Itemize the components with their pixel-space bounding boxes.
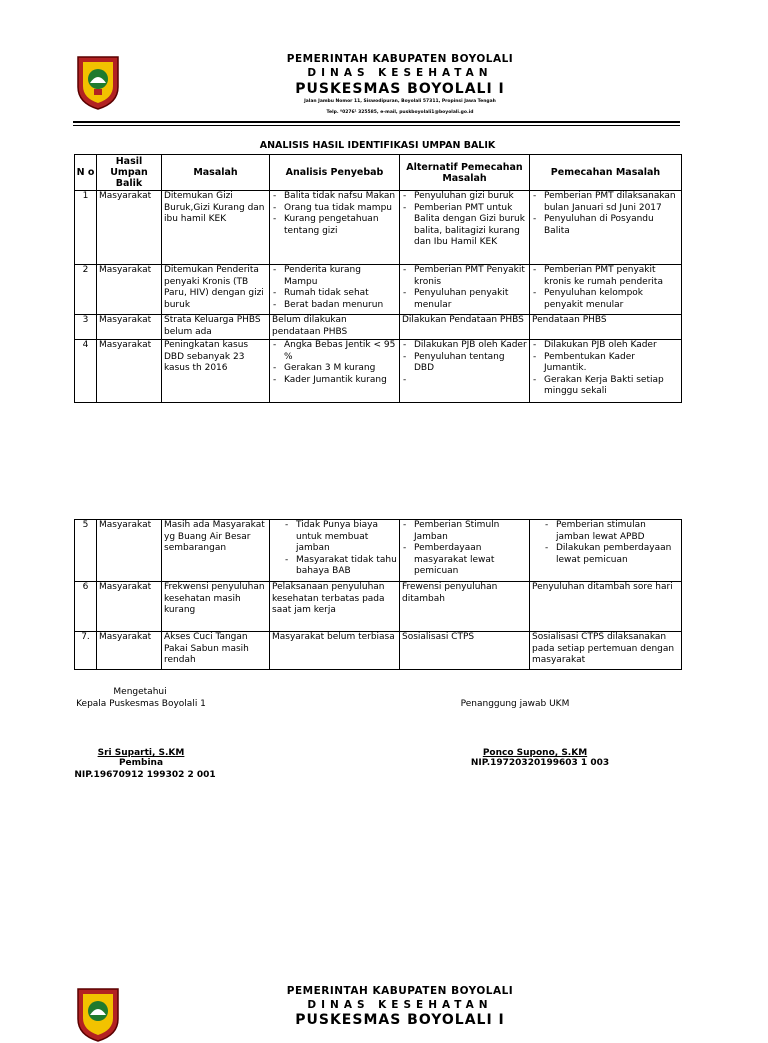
- row-source: Masyarakat: [97, 582, 162, 632]
- row-source: Masyarakat: [97, 340, 162, 403]
- row-no: 3: [75, 315, 97, 340]
- table-row: [75, 191, 682, 265]
- header-government-line: PEMERINTAH KABUPATEN BOYOLALI: [286, 985, 514, 997]
- row-no: 6: [75, 582, 97, 632]
- list-item: - Gerakan 3 M kurang: [272, 363, 397, 375]
- row-solution: Penyuluhan ditambah sore hari: [530, 582, 682, 632]
- row-no: 4: [75, 340, 97, 403]
- list-item: - Dilakukan pemberdayaan lewat pemicuan: [544, 543, 679, 566]
- header-contact: Telp. ⁰0276¹ 325585, e-mail, puskboyolali1@boyolali.go.id: [326, 110, 474, 115]
- feedback-analysis-table: [74, 154, 682, 403]
- row-alternative: Sosialisasi CTPS: [400, 632, 530, 670]
- table-row: [75, 520, 682, 582]
- list-item: - Pemberian PMT untuk Balita dengan Gizi buruk balita, balitagizi kurang dan Ibu Hamil KEK: [402, 203, 527, 249]
- table-header-row: [75, 155, 682, 191]
- boyolali-emblem-icon: [74, 985, 122, 1043]
- header-puskesmas-name: PUSKESMAS BOYOLALI I: [295, 1012, 505, 1028]
- sig-left-nip: NIP.19670912 199302 2 001: [74, 770, 216, 780]
- table-row: [75, 582, 682, 632]
- list-item: - Balita tidak nafsu Makan: [272, 191, 397, 203]
- sig-right-name: Ponco Supono, S.KM: [482, 748, 588, 758]
- row-alternatives: [400, 340, 530, 403]
- row-solutions: [530, 265, 682, 315]
- row-solution: Pendataan PHBS: [530, 315, 682, 340]
- list-item: - Masyarakat tidak tahu bahaya BAB: [284, 555, 397, 578]
- sig-right-role: Penanggung jawab UKM: [460, 699, 570, 709]
- list-item: - Pemberian PMT Penyakit kronis: [402, 265, 527, 288]
- row-solutions: [530, 340, 682, 403]
- sig-left-rank: Pembina: [118, 758, 164, 768]
- row-source: Masyarakat: [97, 191, 162, 265]
- sig-left-intro: Mengetahui: [113, 687, 167, 697]
- feedback-analysis-table-continued: [74, 519, 682, 670]
- boyolali-emblem-icon: [74, 53, 122, 111]
- list-item: - Orang tua tidak mampu: [272, 203, 397, 215]
- row-problem: Masih ada Masyarakat yg Buang Air Besar sembarangan: [162, 520, 270, 582]
- row-problem: Frekwensi penyuluhan kesehatan masih kurang: [162, 582, 270, 632]
- table-row: [75, 632, 682, 670]
- sig-left-role: Kepala Puskesmas Boyolali 1: [76, 699, 206, 709]
- row-cause: Pelaksanaan penyuluhan kesehatan terbatas pada saat jam kerja: [270, 582, 400, 632]
- header-address: Jalan Jambu Nomor 11, Siswodipuran, Boyolali 57311, Propinsi Jawa Tengah: [304, 99, 496, 104]
- row-no: 7.: [75, 632, 97, 670]
- header-divider-thin: [73, 125, 680, 126]
- row-no: 2: [75, 265, 97, 315]
- row-problem: Akses Cuci Tangan Pakai Sabun masih rendah: [162, 632, 270, 670]
- header-agency-line: DINAS KESEHATAN: [307, 999, 493, 1011]
- table-row: [75, 340, 682, 403]
- list-item: - Penyuluhan di Posyandu Balita: [532, 214, 679, 237]
- list-item: - Pemberian PMT penyakit kronis ke rumah penderita: [532, 265, 679, 288]
- row-causes: [270, 340, 400, 403]
- list-item: - Angka Bebas Jentik < 95 %: [272, 340, 397, 363]
- col-header-problem: Masalah: [162, 155, 270, 191]
- row-problem: Peningkatan kasus DBD sebanyak 23 kasus th 2016: [162, 340, 270, 403]
- header-puskesmas-name: PUSKESMAS BOYOLALI I: [295, 81, 505, 97]
- table-row: [75, 265, 682, 315]
- row-no: 1: [75, 191, 97, 265]
- row-causes: [270, 265, 400, 315]
- list-item: - Rumah tidak sehat: [272, 288, 397, 300]
- row-source: Masyarakat: [97, 315, 162, 340]
- list-item: - Penyuluhan tentang DBD: [402, 352, 527, 375]
- list-item: - Penyuluhan penyakit menular: [402, 288, 527, 311]
- row-cause: Masyarakat belum terbiasa: [270, 632, 400, 670]
- sig-right-nip: NIP.19720320199603 1 003: [470, 758, 610, 768]
- table-row: [75, 315, 682, 340]
- row-alternatives: [400, 520, 530, 582]
- col-header-source: Hasil Umpan Balik: [97, 155, 162, 191]
- row-alternative: Frewensi penyuluhan ditambah: [400, 582, 530, 632]
- list-item: - Penderita kurang Mampu: [272, 265, 397, 288]
- list-item: - Pemberdayaan masyarakat lewat pemicuan: [402, 543, 527, 578]
- row-source: Masyarakat: [97, 632, 162, 670]
- header-government-line: PEMERINTAH KABUPATEN BOYOLALI: [286, 53, 514, 65]
- row-alternatives: [400, 191, 530, 265]
- col-header-cause: Analisis Penyebab: [270, 155, 400, 191]
- header-divider: [73, 121, 680, 123]
- list-item: - Pemberian PMT dilaksanakan bulan Januari sd Juni 2017: [532, 191, 679, 214]
- row-problem: Ditemukan Penderita penyaki Kronis (TB Paru, HIV) dengan gizi buruk: [162, 265, 270, 315]
- row-solutions: [530, 191, 682, 265]
- col-header-no: N o: [75, 155, 97, 191]
- row-solution: Sosialisasi CTPS dilaksanakan pada setiap pertemuan dengan masyarakat: [530, 632, 682, 670]
- col-header-alternative: Alternatif Pemecahan Masalah: [400, 155, 530, 191]
- list-item: - Penyuluhan gizi buruk: [402, 191, 527, 203]
- list-item: - Berat badan menurun: [272, 300, 397, 312]
- list-item: - Dilakukan PJB oleh Kader: [532, 340, 679, 352]
- row-causes: [270, 520, 400, 582]
- row-problem: Ditemukan Gizi Buruk,Gizi Kurang dan ibu hamil KEK: [162, 191, 270, 265]
- row-alternative: Dilakukan Pendataan PHBS: [400, 315, 530, 340]
- row-problem: Strata Keluarga PHBS belum ada: [162, 315, 270, 340]
- list-item: - Kurang pengetahuan tentang gizi: [272, 214, 397, 237]
- list-item: - Pembentukan Kader Jumantik.: [532, 352, 679, 375]
- row-cause: Belum dilakukan pendataan PHBS: [270, 315, 400, 340]
- list-item: - Gerakan Kerja Bakti setiap minggu sekali: [532, 375, 679, 398]
- row-no: 5: [75, 520, 97, 582]
- list-item: - Pemberian Stimuln Jamban: [402, 520, 527, 543]
- list-item: - Penyuluhan kelompok penyakit menular: [532, 288, 679, 311]
- row-source: Masyarakat: [97, 265, 162, 315]
- col-header-solution: Pemecahan Masalah: [530, 155, 682, 191]
- row-alternatives: [400, 265, 530, 315]
- list-item: - Tidak Punya biaya untuk membuat jamban: [284, 520, 397, 555]
- row-causes: [270, 191, 400, 265]
- document-title: ANALISIS HASIL IDENTIFIKASI UMPAN BALIK: [259, 140, 496, 151]
- list-item: - Kader Jumantik kurang: [272, 375, 397, 387]
- list-item: - Dilakukan PJB oleh Kader: [402, 340, 527, 352]
- header-agency-line: DINAS KESEHATAN: [307, 67, 493, 79]
- sig-left-name: Sri Suparti, S.KM: [97, 748, 185, 758]
- row-source: Masyarakat: [97, 520, 162, 582]
- row-solutions: [530, 520, 682, 582]
- list-item: - Pemberian stimulan jamban lewat APBD: [544, 520, 679, 543]
